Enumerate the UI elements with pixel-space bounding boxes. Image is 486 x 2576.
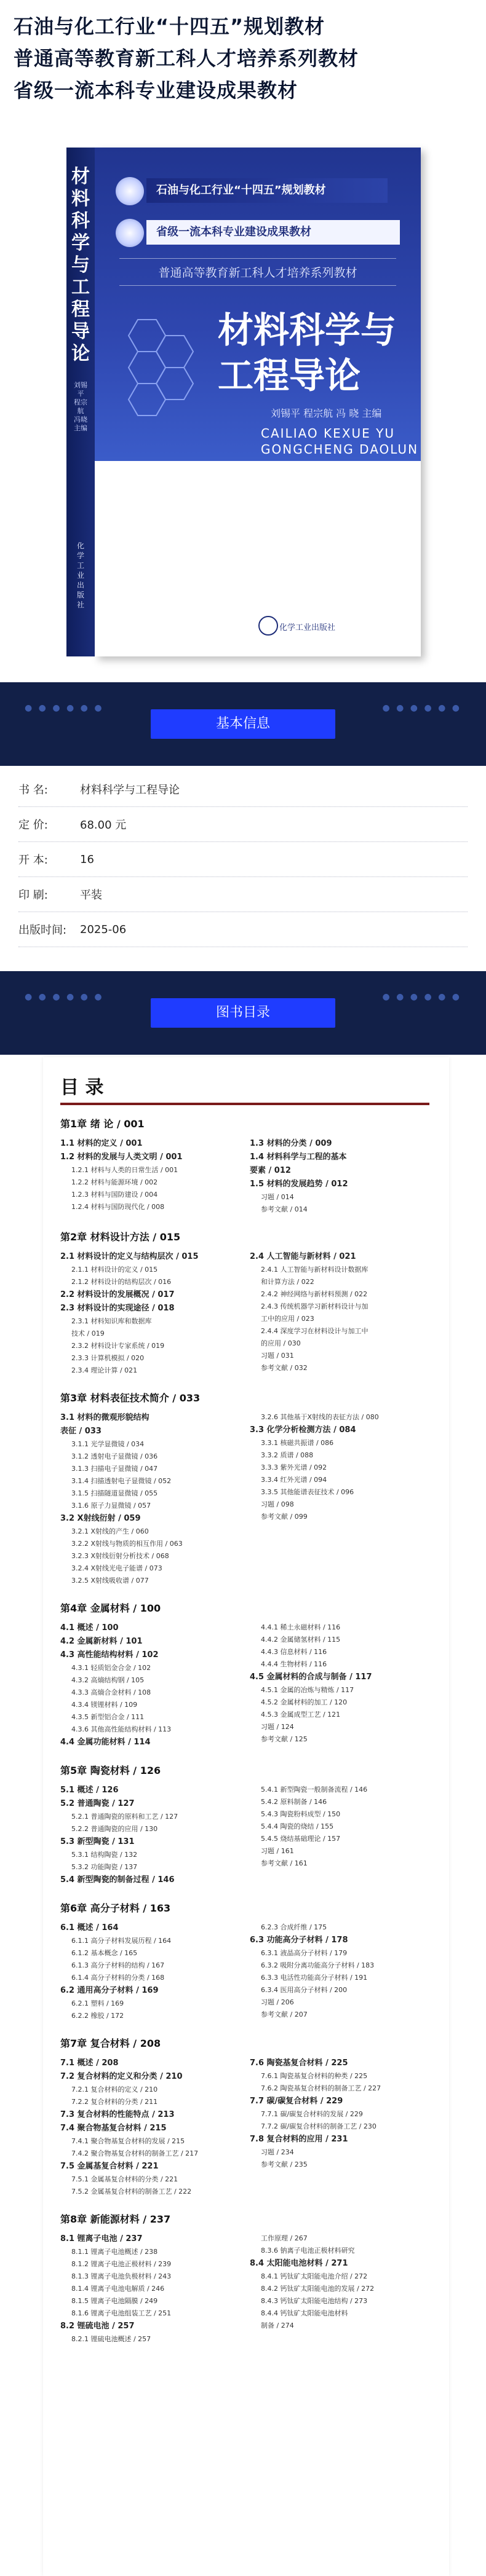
- book-spine: [66, 148, 95, 656]
- toc-subsection: 2.1.1 材料设计的定义 / 015: [71, 1266, 158, 1274]
- toc-subsection: 6.1.2 基本概念 / 165: [71, 1949, 138, 1957]
- toc-subsection: 5.4.1 新型陶瓷一般制备流程 / 146: [261, 1786, 368, 1794]
- toc-section: 4.3 高性能结构材料 / 102: [60, 1650, 159, 1660]
- toc-subsection: 6.3.2 吸附分离功能高分子材料 / 183: [261, 1961, 375, 1969]
- toc-section: 1.5 材料的发展趋势 / 012: [250, 1180, 348, 1189]
- toc-subsection: 习题 / 124: [261, 1723, 294, 1731]
- toc-section: 8.2 锂硫电池 / 257: [60, 2322, 135, 2331]
- toc-subsection: 3.3.5 其他能谱表征技术 / 096: [261, 1488, 354, 1496]
- toc-subsection: 3.2.4 X射线光电子能谱 / 073: [71, 1564, 162, 1572]
- cover-pinyin-line-2: GONGCHENG DAOLUN: [261, 442, 419, 457]
- toc-section: 4.4 金属功能材料 / 114: [60, 1738, 151, 1747]
- toc-subsection: 3.1.4 扫描透射电子显微镜 / 052: [71, 1477, 172, 1485]
- toc-subsection: 习题 / 234: [261, 2148, 294, 2156]
- info-value: 16: [80, 853, 94, 866]
- toc-section: 5.2 普通陶瓷 / 127: [60, 1799, 135, 1808]
- toc-section: 3.3 化学分析检测方法 / 084: [250, 1425, 356, 1435]
- cover-title-line-1: 材料科学与: [218, 309, 397, 351]
- spine-publisher: 化学工业出版社: [76, 542, 84, 609]
- toc-column-left: [60, 1784, 239, 1887]
- toc-subsection: 参考文献 / 207: [261, 2011, 308, 2019]
- decor-dots: ● ● ● ● ● ●: [382, 992, 461, 1002]
- toc-subsection: 8.3.6 钠离子电池正极材料研究: [261, 2247, 355, 2255]
- toc-subsection: 8.1.6 锂离子电池组装工艺 / 251: [71, 2309, 172, 2317]
- toc-subsection: 3.1.6 原子力显微镜 / 057: [71, 1502, 151, 1510]
- toc-subsection: 3.2.2 X射线与物质的相互作用 / 063: [71, 1540, 183, 1548]
- toc-subsection: 5.3.2 功能陶瓷 / 137: [71, 1863, 138, 1871]
- toc-section: 8.4 太阳能电池材料 / 271: [250, 2259, 348, 2268]
- toc-subsection: 工作原理 / 267: [261, 2234, 308, 2242]
- info-table: [18, 772, 468, 947]
- toc-subsection: 参考文献 / 032: [261, 1364, 308, 1372]
- toc-subsection: 3.2.3 X射线衍射分析技术 / 068: [71, 1552, 169, 1560]
- toc-subsection: 6.2.1 塑料 / 169: [71, 1999, 124, 2007]
- toc-subsection: 6.1.1 高分子材料发展历程 / 164: [71, 1937, 172, 1945]
- toc-column-right: [250, 1621, 428, 1746]
- toc-subsection: 5.4.3 陶瓷粉料成型 / 150: [261, 1810, 341, 1818]
- toc-subsection: 4.3.5 新型铝合金 / 111: [71, 1713, 145, 1721]
- toc-subsection: 7.2.1 复合材料的定义 / 210: [71, 2086, 158, 2093]
- toc-subsection: 4.3.2 高熵结构钢 / 105: [71, 1676, 145, 1684]
- toc-subsection: 1.2.1 材料与人类的日常生活 / 001: [71, 1166, 178, 1174]
- toc-section: 1.3 材料的分类 / 009: [250, 1139, 332, 1148]
- toc-subsection: 制备 / 274: [261, 2322, 294, 2330]
- info-row: [18, 912, 468, 947]
- toc-chapter-title: 第3章 材料表征技术简介 / 033: [60, 1392, 201, 1404]
- toc-subsection: 4.4.3 信息材料 / 116: [261, 1648, 327, 1656]
- toc-subsection: 2.4.4 深度学习在材料设计与加工中: [261, 1327, 368, 1335]
- toc-subsection: 习题 / 031: [261, 1352, 294, 1360]
- info-key: 书 名:: [18, 784, 48, 797]
- toc-subsection: 8.4.3 钙钛矿太阳能电池结构 / 273: [261, 2297, 368, 2305]
- cover-pinyin: [261, 425, 418, 457]
- cover-banner-1: 石油与化工行业“十四五”规划教材: [146, 178, 388, 203]
- toc-subsection: 8.4.1 钙钛矿太阳能电池介绍 / 272: [261, 2272, 368, 2280]
- header-line-2: 普通高等教育新工科人才培养系列教材: [14, 47, 359, 70]
- toc-subsection: 2.3.1 材料知识库和数据库: [71, 1317, 152, 1325]
- info-row: [18, 877, 468, 912]
- info-value: 2025-06: [80, 923, 127, 936]
- toc-subsection: 2.1.2 材料设计的结构层次 / 016: [71, 1278, 172, 1286]
- toc-subsection: 和计算方法 / 022: [261, 1278, 314, 1286]
- cover-publisher: 化学工业出版社: [279, 623, 336, 632]
- toc-subsection: 8.1.3 锂离子电池负极材料 / 243: [71, 2272, 172, 2280]
- cover-authors: 刘锡平 程宗航 冯 晓 主编: [271, 408, 382, 419]
- info-value: 材料科学与工程导论: [80, 784, 180, 797]
- toc-heading: 目 录: [60, 1077, 104, 1098]
- toc-subsection: 3.3.4 红外光谱 / 094: [261, 1476, 327, 1484]
- decor-dots: ● ● ● ● ● ●: [25, 992, 104, 1002]
- toc-subsection: 技术 / 019: [71, 1329, 105, 1337]
- toc-section: 3.2 X射线衍射 / 059: [60, 1514, 141, 1523]
- toc-chapter-title: 第7章 复合材料 / 208: [60, 2038, 161, 2049]
- toc-section: 4.1 概述 / 100: [60, 1623, 119, 1633]
- toc-column-right: [250, 1411, 428, 1523]
- info-key: 出版时间:: [18, 924, 67, 937]
- toc-subsection: 4.5.2 金属材料的加工 / 120: [261, 1698, 348, 1706]
- toc-subsection: 5.4.5 烧结基础理论 / 157: [261, 1835, 341, 1843]
- toc-subsection: 7.6.2 陶瓷基复合材料的制备工艺 / 227: [261, 2084, 381, 2092]
- toc-column-right: [250, 2232, 428, 2332]
- toc-column-left: [60, 1621, 239, 1749]
- toc-subsection: 3.2.6 其他基于X射线的表征方法 / 080: [261, 1413, 379, 1421]
- toc-subsection: 3.1.5 扫描隧道显微镜 / 055: [71, 1489, 158, 1497]
- toc-section: 2.2 材料设计的发展概况 / 017: [60, 1290, 175, 1299]
- toc-section: 1.1 材料的定义 / 001: [60, 1139, 143, 1148]
- toc-subsection: 习题 / 098: [261, 1500, 294, 1508]
- toc-subsection: 1.2.4 材料与国防现代化 / 008: [71, 1203, 165, 1211]
- toc-subsection: 5.4.4 陶瓷的烧结 / 155: [261, 1822, 334, 1830]
- toc-subsection: 3.2.5 X射线吸收谱 / 077: [71, 1577, 149, 1585]
- toc-column-right: [250, 1250, 428, 1374]
- toc-subsection: 4.5.1 金属的冶炼与精炼 / 117: [261, 1686, 354, 1694]
- toc-subsection: 6.3.4 医用高分子材料 / 200: [261, 1986, 348, 1994]
- toc-subsection: 4.3.3 高熵合金材料 / 108: [71, 1688, 151, 1696]
- toc-section: 2.3 材料设计的实现途径 / 018: [60, 1304, 175, 1313]
- section-title-toc: 图书目录: [151, 998, 335, 1028]
- toc-subsection: 5.2.1 普通陶瓷的原料和工艺 / 127: [71, 1813, 178, 1821]
- spine-title: 材料科学与工程导论: [71, 166, 90, 364]
- toc-subsection: 3.1.1 光学显微镜 / 034: [71, 1440, 145, 1448]
- section-header-basic-info: [0, 682, 486, 766]
- toc-subsection: 习题 / 206: [261, 1998, 294, 2006]
- toc-subsection: 的应用 / 030: [261, 1339, 301, 1347]
- toc-subsection: 3.3.2 质谱 / 088: [261, 1451, 314, 1459]
- toc-subsection: 2.4.2 神经网络与新材料预测 / 022: [261, 1290, 368, 1298]
- toc-subsection: 7.7.2 碳/碳复合材料的制备工艺 / 230: [261, 2122, 376, 2130]
- toc-subsection: 7.7.1 碳/碳复合材料的发展 / 229: [261, 2110, 363, 2118]
- toc-section: 5.1 概述 / 126: [60, 1786, 119, 1795]
- toc-section: 1.4 材料科学与工程的基本: [250, 1152, 347, 1162]
- toc-section: 7.4 聚合物基复合材料 / 215: [60, 2124, 167, 2133]
- toc-section: 4.5 金属材料的合成与制备 / 117: [250, 1672, 372, 1682]
- toc-section: 2.1 材料设计的定义与结构层次 / 015: [60, 1252, 199, 1261]
- toc-chapter-title: 第1章 绪 论 / 001: [60, 1118, 145, 1130]
- book-cover-image: [0, 117, 486, 682]
- toc-subsection: 2.3.4 理论计算 / 021: [71, 1366, 138, 1374]
- toc-chapter-title: 第2章 材料设计方法 / 015: [60, 1231, 181, 1243]
- toc-section: 7.8 复合材料的应用 / 231: [250, 2135, 348, 2144]
- toc-subsection: 参考文献 / 125: [261, 1735, 308, 1743]
- section-header-toc: [0, 971, 486, 1055]
- toc-column-right: [250, 1784, 428, 1870]
- toc-subsection: 参考文献 / 235: [261, 2160, 308, 2168]
- toc-section: 7.6 陶瓷基复合材料 / 225: [250, 2058, 348, 2068]
- toc-subsection: 8.1.2 锂离子电池正极材料 / 239: [71, 2260, 172, 2268]
- molecule-graphic-icon: [113, 307, 224, 443]
- seal-icon: [116, 177, 144, 205]
- toc-section: 7.7 碳/碳复合材料 / 229: [250, 2097, 343, 2106]
- toc-section: 8.1 锂离子电池 / 237: [60, 2234, 143, 2243]
- toc-section: 1.2 材料的发展与人类文明 / 001: [60, 1152, 183, 1162]
- toc-subsection: 1.2.2 材料与能源环境 / 002: [71, 1178, 158, 1186]
- toc-column-left: [60, 2232, 239, 2346]
- toc-column-left: [60, 2057, 239, 2198]
- toc-subsection: 5.3.1 结构陶瓷 / 132: [71, 1851, 138, 1859]
- cover-title-line-2: 工程导论: [218, 355, 361, 396]
- publisher-logo-icon: [258, 616, 278, 636]
- toc-subsection: 参考文献 / 161: [261, 1859, 308, 1867]
- spine-authors: 刘锡平 程宗航 冯晓 主编: [74, 381, 87, 432]
- toc-subsection: 7.2.2 复合材料的分类 / 211: [71, 2098, 158, 2106]
- toc-column-left: [60, 1921, 239, 2022]
- toc-scan-page: [43, 1057, 449, 2576]
- toc-subsection: 5.2.2 普通陶瓷的应用 / 130: [71, 1825, 158, 1833]
- toc-subsection: 6.3.1 液晶高分子材料 / 179: [261, 1949, 348, 1957]
- toc-column-left: [60, 1137, 239, 1213]
- seal-icon: [116, 219, 144, 247]
- toc-subsection: 3.1.2 透射电子显微镜 / 036: [71, 1452, 158, 1460]
- toc-subsection: 4.4.2 金属储氢材料 / 115: [261, 1636, 341, 1644]
- toc-section: 表征 / 033: [60, 1427, 102, 1436]
- info-value: 68.00 元: [80, 819, 127, 832]
- toc-chapter-title: 第8章 新能源材料 / 237: [60, 2213, 171, 2225]
- toc-subsection: 3.3.3 紫外光谱 / 092: [261, 1463, 327, 1471]
- toc-subsection: 4.3.6 其他高性能结构材料 / 113: [71, 1725, 172, 1733]
- toc-section: 7.5 金属基复合材料 / 221: [60, 2162, 159, 2171]
- toc-subsection: 4.3.4 镁锂材料 / 109: [71, 1701, 138, 1709]
- header-line-1: 石油与化工行业“十四五”规划教材: [14, 15, 325, 38]
- toc-subsection: 8.1.1 锂离子电池概述 / 238: [71, 2248, 158, 2256]
- cover-series: 普通高等教育新工科人才培养系列教材: [119, 258, 396, 286]
- toc-subsection: 4.4.4 生物材料 / 116: [261, 1660, 327, 1668]
- toc-subsection: 2.4.3 传统机器学习新材料设计与加: [261, 1302, 368, 1310]
- toc-chapter-title: 第5章 陶瓷材料 / 126: [60, 1765, 161, 1776]
- toc-subsection: 4.3.1 轻质铝金合金 / 102: [71, 1664, 151, 1672]
- toc-subsection: 8.2.1 锂硫电池概述 / 257: [71, 2335, 151, 2343]
- toc-section: 7.2 复合材料的定义和分类 / 210: [60, 2072, 183, 2081]
- toc-section: 6.3 功能高分子材料 / 178: [250, 1936, 348, 1945]
- toc-section: 3.1 材料的微观形貌结构: [60, 1413, 149, 1422]
- toc-subsection: 6.2.2 橡胶 / 172: [71, 2012, 124, 2020]
- header: [0, 0, 486, 135]
- cover-banner-2: 省级一流本科专业建设成果教材: [146, 220, 400, 245]
- toc-column-right: [250, 1921, 428, 2021]
- toc-subsection: 5.4.2 原料制备 / 146: [261, 1798, 327, 1806]
- toc-subsection: 3.3.1 核磁共振谱 / 086: [261, 1439, 334, 1447]
- toc-subsection: 2.3.3 计算机模拟 / 020: [71, 1354, 145, 1362]
- toc-chapter-title: 第4章 金属材料 / 100: [60, 1602, 161, 1614]
- toc-subsection: 8.1.4 锂离子电池电解质 / 246: [71, 2285, 165, 2293]
- cover-pinyin-line-1: CAILIAO KEXUE YU: [261, 426, 395, 441]
- toc-subsection: 参考文献 / 099: [261, 1513, 308, 1521]
- toc-subsection: 4.5.3 金属成型工艺 / 121: [261, 1711, 341, 1719]
- toc-section: 4.2 金属新材料 / 101: [60, 1637, 143, 1646]
- toc-section: 7.3 复合材料的性能特点 / 213: [60, 2110, 175, 2119]
- header-line-3: 省级一流本科专业建设成果教材: [14, 79, 298, 102]
- toc-section: 6.1 概述 / 164: [60, 1923, 119, 1932]
- toc-subsection: 参考文献 / 014: [261, 1205, 308, 1213]
- toc-chapter-title: 第6章 高分子材料 / 163: [60, 1902, 171, 1914]
- decor-dots: ● ● ● ● ● ●: [25, 703, 104, 713]
- toc-section: 7.1 概述 / 208: [60, 2058, 119, 2068]
- toc-section: 5.3 新型陶瓷 / 131: [60, 1837, 135, 1846]
- toc-subsection: 6.3.3 电活性功能高分子材料 / 191: [261, 1974, 368, 1982]
- toc-subsection: 6.1.4 高分子材料的分类 / 168: [71, 1974, 165, 1982]
- toc-subsection: 1.2.3 材料与国防建设 / 004: [71, 1191, 158, 1199]
- info-row: [18, 807, 468, 842]
- toc-section: 5.4 新型陶瓷的制备过程 / 146: [60, 1875, 175, 1885]
- toc-subsection: 2.3.2 材料设计专家系统 / 019: [71, 1342, 165, 1350]
- info-row: [18, 772, 468, 807]
- toc-subsection: 习题 / 161: [261, 1847, 294, 1855]
- info-key: 印 刷:: [18, 889, 48, 902]
- toc-heading-rule: [60, 1103, 429, 1105]
- toc-subsection: 6.2.3 合成纤维 / 175: [261, 1923, 327, 1931]
- toc-subsection: 7.4.2 聚合物基复合材料的制备工艺 / 217: [71, 2149, 199, 2157]
- toc-subsection: 3.1.3 扫描电子显微镜 / 047: [71, 1465, 158, 1473]
- toc-subsection: 7.4.1 聚合物基复合材料的发展 / 215: [71, 2137, 185, 2145]
- toc-column-left: [60, 1250, 239, 1377]
- toc-subsection: 4.4.1 稀土永磁材料 / 116: [261, 1623, 341, 1631]
- toc-subsection: 8.4.2 钙钛矿太阳能电池的发展 / 272: [261, 2285, 375, 2293]
- toc-subsection: 工中的应用 / 023: [261, 1315, 314, 1323]
- toc-subsection: 6.1.3 高分子材料的结构 / 167: [71, 1961, 165, 1969]
- toc-subsection: 8.4.4 钙钛矿太阳能电池材料: [261, 2309, 348, 2317]
- toc-section: 要素 / 012: [250, 1166, 291, 1175]
- cover-white-area: [95, 461, 421, 656]
- toc-subsection: 8.1.5 锂离子电池隔膜 / 249: [71, 2297, 158, 2305]
- toc-column-right: [250, 1137, 428, 1216]
- toc-section: 2.4 人工智能与新材料 / 021: [250, 1252, 356, 1261]
- toc-subsection: 习题 / 014: [261, 1193, 294, 1201]
- info-key: 开 本:: [18, 854, 48, 867]
- section-title-basic-info: 基本信息: [151, 709, 335, 739]
- toc-subsection: 7.6.1 陶瓷基复合材料的种类 / 225: [261, 2072, 368, 2080]
- cover-title: [218, 307, 415, 398]
- toc-column-left: [60, 1411, 239, 1587]
- toc-subsection: 3.2.1 X射线的产生 / 060: [71, 1527, 149, 1535]
- info-key: 定 价:: [18, 819, 48, 832]
- info-value: 平装: [80, 889, 102, 902]
- info-row: [18, 842, 468, 877]
- toc-subsection: 7.5.1 金属基复合材料的分类 / 221: [71, 2175, 178, 2183]
- toc-subsection: 7.5.2 金属基复合材料的制备工艺 / 222: [71, 2188, 192, 2196]
- toc-column-right: [250, 2057, 428, 2171]
- decor-dots: ● ● ● ● ● ●: [382, 703, 461, 713]
- toc-section: 6.2 通用高分子材料 / 169: [60, 1986, 159, 1995]
- toc-subsection: 2.4.1 人工智能与新材料设计数据库: [261, 1266, 368, 1274]
- book-front-cover: [95, 148, 421, 656]
